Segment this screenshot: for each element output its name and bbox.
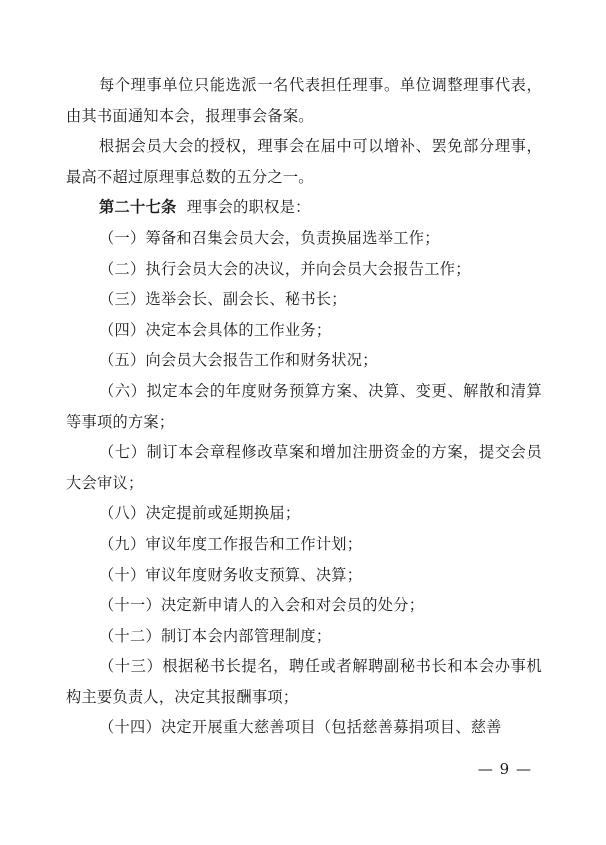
list-item: （六）拟定本会的年度财务预算方案、决算、变更、解散和清算等事项的方案； xyxy=(66,381,542,431)
list-item: （七）制订本会章程修改草案和增加注册资金的方案，提交会员大会审议； xyxy=(66,443,542,492)
article-intro: 理事会的职权是： xyxy=(186,198,311,217)
paragraph-director-representative: 每个理事单位只能选派一名代表担任理事。单位调整理事代表，由其书面通知本会，报理事会备案。 xyxy=(66,76,542,125)
list-item: （四）决定本会具体的工作业务； xyxy=(99,320,332,339)
list-item: （九）审议年度工作报告和工作计划； xyxy=(99,534,363,553)
article-heading: 第二十七条 xyxy=(99,198,177,217)
document-body xyxy=(66,70,542,743)
list-item: （十四）决定开展重大慈善项目（包括慈善募捐项目、慈善 xyxy=(99,718,502,737)
list-item: （十）审议年度财务收支预算、决算； xyxy=(99,565,363,584)
list-item: （十一）决定新申请人的入会和对会员的处分； xyxy=(99,596,425,615)
list-item: （十三）根据秘书长提名，聘任或者解聘副秘书长和本会办事机构主要负责人，决定其报酬事项； xyxy=(66,657,542,706)
list-item: （八）决定提前或延期换届； xyxy=(99,504,301,523)
list-item: （五）向会员大会报告工作和财务状况； xyxy=(99,351,378,370)
page-number: — 9 — xyxy=(477,760,532,778)
list-item: （二）执行会员大会的决议，并向会员大会报告工作； xyxy=(99,259,471,278)
list-item: （三）选举会长、副会长、秘书长； xyxy=(99,290,347,309)
page-number-footer xyxy=(0,760,606,778)
paragraph-director-adjustment: 根据会员大会的授权，理事会在届中可以增补、罢免部分理事，最高不超过原理事总数的五分之一。 xyxy=(66,137,542,186)
list-item: （十二）制订本会内部管理制度； xyxy=(99,626,332,645)
list-item: （一）筹备和召集会员大会，负责换届选举工作； xyxy=(99,228,440,247)
article-27 xyxy=(66,192,542,223)
